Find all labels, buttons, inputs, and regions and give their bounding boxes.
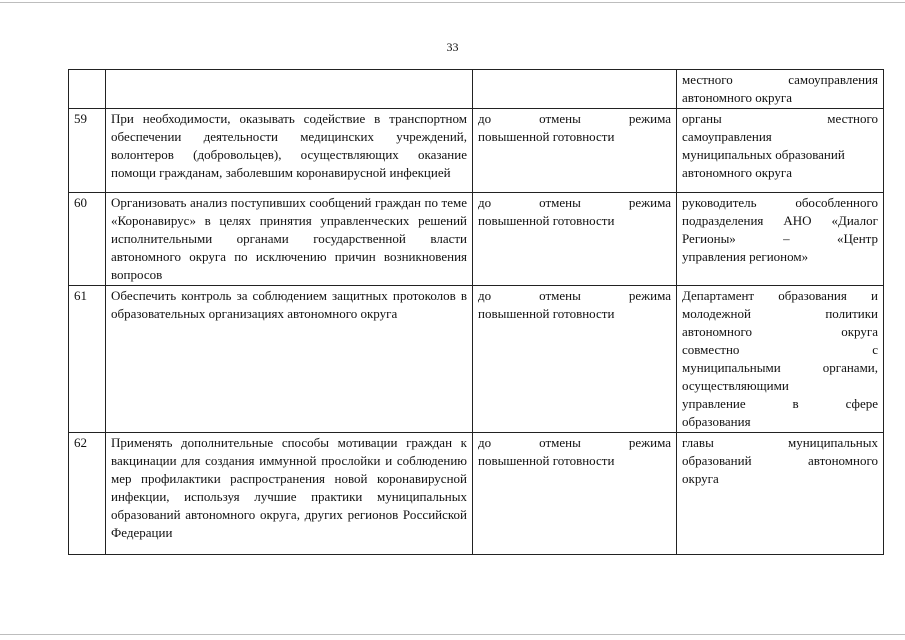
responsible-line: молодежной политики [682, 306, 878, 321]
deadline-line: до отмены режима [478, 435, 671, 450]
responsible-line: главы муниципальных [682, 435, 878, 450]
measure-text-cell [106, 70, 473, 109]
responsible-line: автономного округа [682, 90, 792, 105]
responsible-line: Департамент образования и [682, 288, 878, 303]
responsible-line: автономного округа [682, 324, 878, 339]
table-row [69, 193, 884, 286]
responsible-line: органы местного [682, 111, 878, 126]
responsible-line: округа [682, 471, 719, 486]
measure-text: Применять дополнительные способы мотивации граждан к вакцинации для создания иммунной прослойки и соблюдению мер профилактики распространения новой коронавирусной инфекции, используя лучшие практики муниципальных образований автономного округа, других регионов Российской Федерации [106, 433, 473, 555]
deadline-cell [473, 109, 677, 193]
scan-edge-top [0, 2, 905, 3]
deadline-line: до отмены режима [478, 111, 671, 126]
responsible-line: управление в сфере [682, 396, 878, 411]
table-row-continuation [69, 70, 884, 109]
deadline-line: повышенной готовности [478, 306, 615, 321]
table-row [69, 433, 884, 555]
responsible-line: образований автономного [682, 453, 878, 468]
responsible-cell [677, 433, 884, 555]
row-number: 59 [69, 109, 106, 193]
measure-text: Обеспечить контроль за соблюдением защитных протоколов в образовательных организациях автономного округа [106, 286, 473, 433]
deadline-cell [473, 193, 677, 286]
deadline-line: повышенной готовности [478, 453, 615, 468]
responsible-line: управления регионом» [682, 249, 809, 264]
measure-text: При необходимости, оказывать содействие в транспортном обеспечении деятельности медицинских учреждений, волонтеров (добровольцев), осуществляющих оказание помощи гражданам, заболевшим коронавирусной инфекцией [106, 109, 473, 193]
row-number: 61 [69, 286, 106, 433]
page-number: 33 [446, 40, 459, 54]
deadline-cell [473, 433, 677, 555]
row-number-cell [69, 70, 106, 109]
measure-text: Организовать анализ поступивших сообщений граждан по теме «Коронавирус» в целях принятия управленческих решений исполнительными органами государственной власти автономного округа по исключению причин возникновения вопросов [106, 193, 473, 286]
row-number: 62 [69, 433, 106, 555]
measures-table [68, 69, 884, 555]
responsible-line: руководитель обособленного [682, 195, 878, 210]
responsible-line: подразделения АНО «Диалог [682, 213, 878, 228]
responsible-line: автономного округа [682, 165, 792, 180]
responsible-cell [677, 193, 884, 286]
deadline-cell [473, 70, 677, 109]
deadline-line: повышенной готовности [478, 129, 615, 144]
responsible-line: образования [682, 414, 751, 429]
deadline-cell [473, 286, 677, 433]
table-row [69, 286, 884, 433]
deadline-line: до отмены режима [478, 195, 671, 210]
row-number: 60 [69, 193, 106, 286]
deadline-line: до отмены режима [478, 288, 671, 303]
responsible-line: самоуправления [682, 129, 772, 144]
responsible-line: муниципальных образований [682, 147, 845, 162]
responsible-cell [677, 70, 884, 109]
table-row [69, 109, 884, 193]
responsible-line: Регионы» – «Центр [682, 231, 878, 246]
responsible-cell [677, 109, 884, 193]
scan-edge-bottom [0, 634, 905, 635]
responsible-line: муниципальными органами, [682, 360, 878, 375]
deadline-line: повышенной готовности [478, 213, 615, 228]
responsible-line: местного самоуправления [682, 72, 878, 87]
responsible-cell [677, 286, 884, 433]
responsible-line: совместно с [682, 342, 878, 357]
responsible-line: осуществляющими [682, 378, 789, 393]
